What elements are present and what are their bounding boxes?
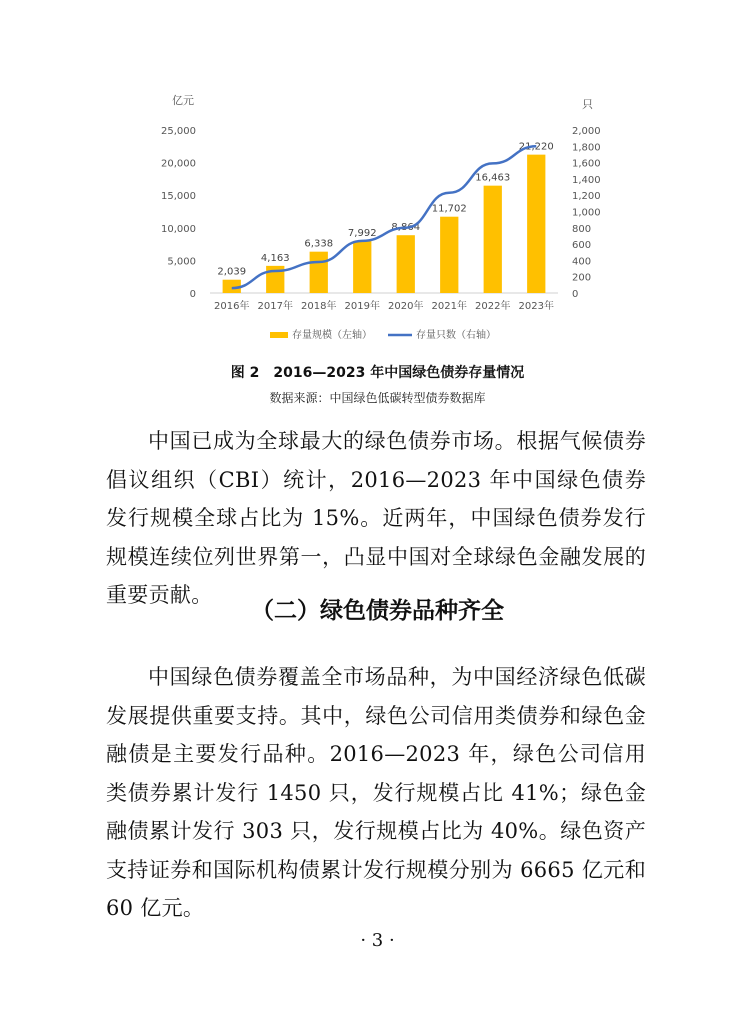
right-axis-tick: 1,400 xyxy=(572,174,601,186)
bar xyxy=(397,235,415,293)
figure-caption: 图 2 2016—2023 年中国绿色债券存量情况 xyxy=(230,365,525,381)
bar xyxy=(484,186,502,293)
right-axis-tick: 1,000 xyxy=(572,207,601,219)
bar-data-label: 4,163 xyxy=(260,252,290,264)
left-axis-tick: 20,000 xyxy=(161,158,196,170)
left-axis-tick: 0 xyxy=(189,289,196,300)
bar xyxy=(310,252,328,293)
x-axis-tick: 2016年 xyxy=(214,301,250,312)
left-axis-tick: 5,000 xyxy=(167,256,196,268)
right-axis-tick: 200 xyxy=(572,272,592,284)
x-axis-tick: 2018年 xyxy=(301,301,337,312)
bar-data-label: 7,992 xyxy=(347,227,377,239)
right-axis-unit: 只 xyxy=(582,98,593,111)
chart-canvas xyxy=(150,88,620,348)
bar-data-label: 11,702 xyxy=(431,203,467,215)
right-axis-tick: 1,800 xyxy=(572,142,601,154)
bar-data-label: 8,864 xyxy=(391,222,421,234)
x-axis-tick: 2019年 xyxy=(344,301,380,312)
right-axis-tick: 400 xyxy=(572,256,592,268)
x-axis-tick: 2022年 xyxy=(475,301,511,312)
bar-data-label: 21,220 xyxy=(518,141,554,153)
x-axis-tick: 2017年 xyxy=(257,301,293,312)
left-axis-tick: 10,000 xyxy=(161,223,196,235)
figure-source: 数据来源：中国绿色低碳转型债券数据库 xyxy=(269,391,486,405)
left-axis-unit: 亿元 xyxy=(172,94,194,107)
bar-data-label: 6,338 xyxy=(304,238,334,250)
left-axis-tick: 15,000 xyxy=(161,191,196,203)
page-number: · 3 · xyxy=(360,930,395,951)
legend-bar-label: 存量规模（左轴） xyxy=(292,330,372,341)
right-axis-tick: 1,200 xyxy=(572,191,601,203)
section-heading: （二）绿色债券品种齐全 xyxy=(251,598,504,624)
left-axis-tick: 25,000 xyxy=(161,126,196,137)
bar xyxy=(527,155,545,293)
right-axis-tick: 1,600 xyxy=(572,158,601,170)
bond-stock-chart xyxy=(150,88,620,348)
x-axis-tick: 2021年 xyxy=(431,301,467,312)
legend-bar-swatch xyxy=(270,332,288,338)
right-axis-tick: 600 xyxy=(572,240,592,252)
right-axis-tick: 800 xyxy=(572,223,592,235)
bar xyxy=(353,241,371,293)
right-axis-tick: 2,000 xyxy=(572,126,601,137)
bar-data-label: 2,039 xyxy=(217,266,247,278)
right-axis-tick: 0 xyxy=(572,289,579,300)
paragraph-market-size: 中国已成为全球最大的绿色债券市场。根据气候债券倡议组织（CBI）统计，2016—2023 年中国绿色债券发行规模全球占比为 15%。近两年，中国绿色债券发行规模连续位列世界第一，凸显中国对全球绿色金融发展的重要贡献。 xyxy=(106,429,646,607)
bar-data-label: 16,463 xyxy=(475,172,511,184)
x-axis-tick: 2023年 xyxy=(518,301,554,312)
x-axis-tick: 2020年 xyxy=(388,301,424,312)
legend-line-label: 存量只数（右轴） xyxy=(416,330,496,341)
bar xyxy=(440,217,458,293)
paragraph-bond-types: 中国绿色债券覆盖全市场品种，为中国经济绿色低碳发展提供重要支持。其中，绿色公司信用类债券和绿色金融债是主要发行品种。2016—2023 年，绿色公司信用类债券累计发行 1450 只，发行规模占比 41%；绿色金融债累计发行 303 只，发行规模占比为 40%。绿色资产支持证券和国际机构债累计发行规模分别为 6665 亿元和 60 亿元。 xyxy=(106,665,646,920)
